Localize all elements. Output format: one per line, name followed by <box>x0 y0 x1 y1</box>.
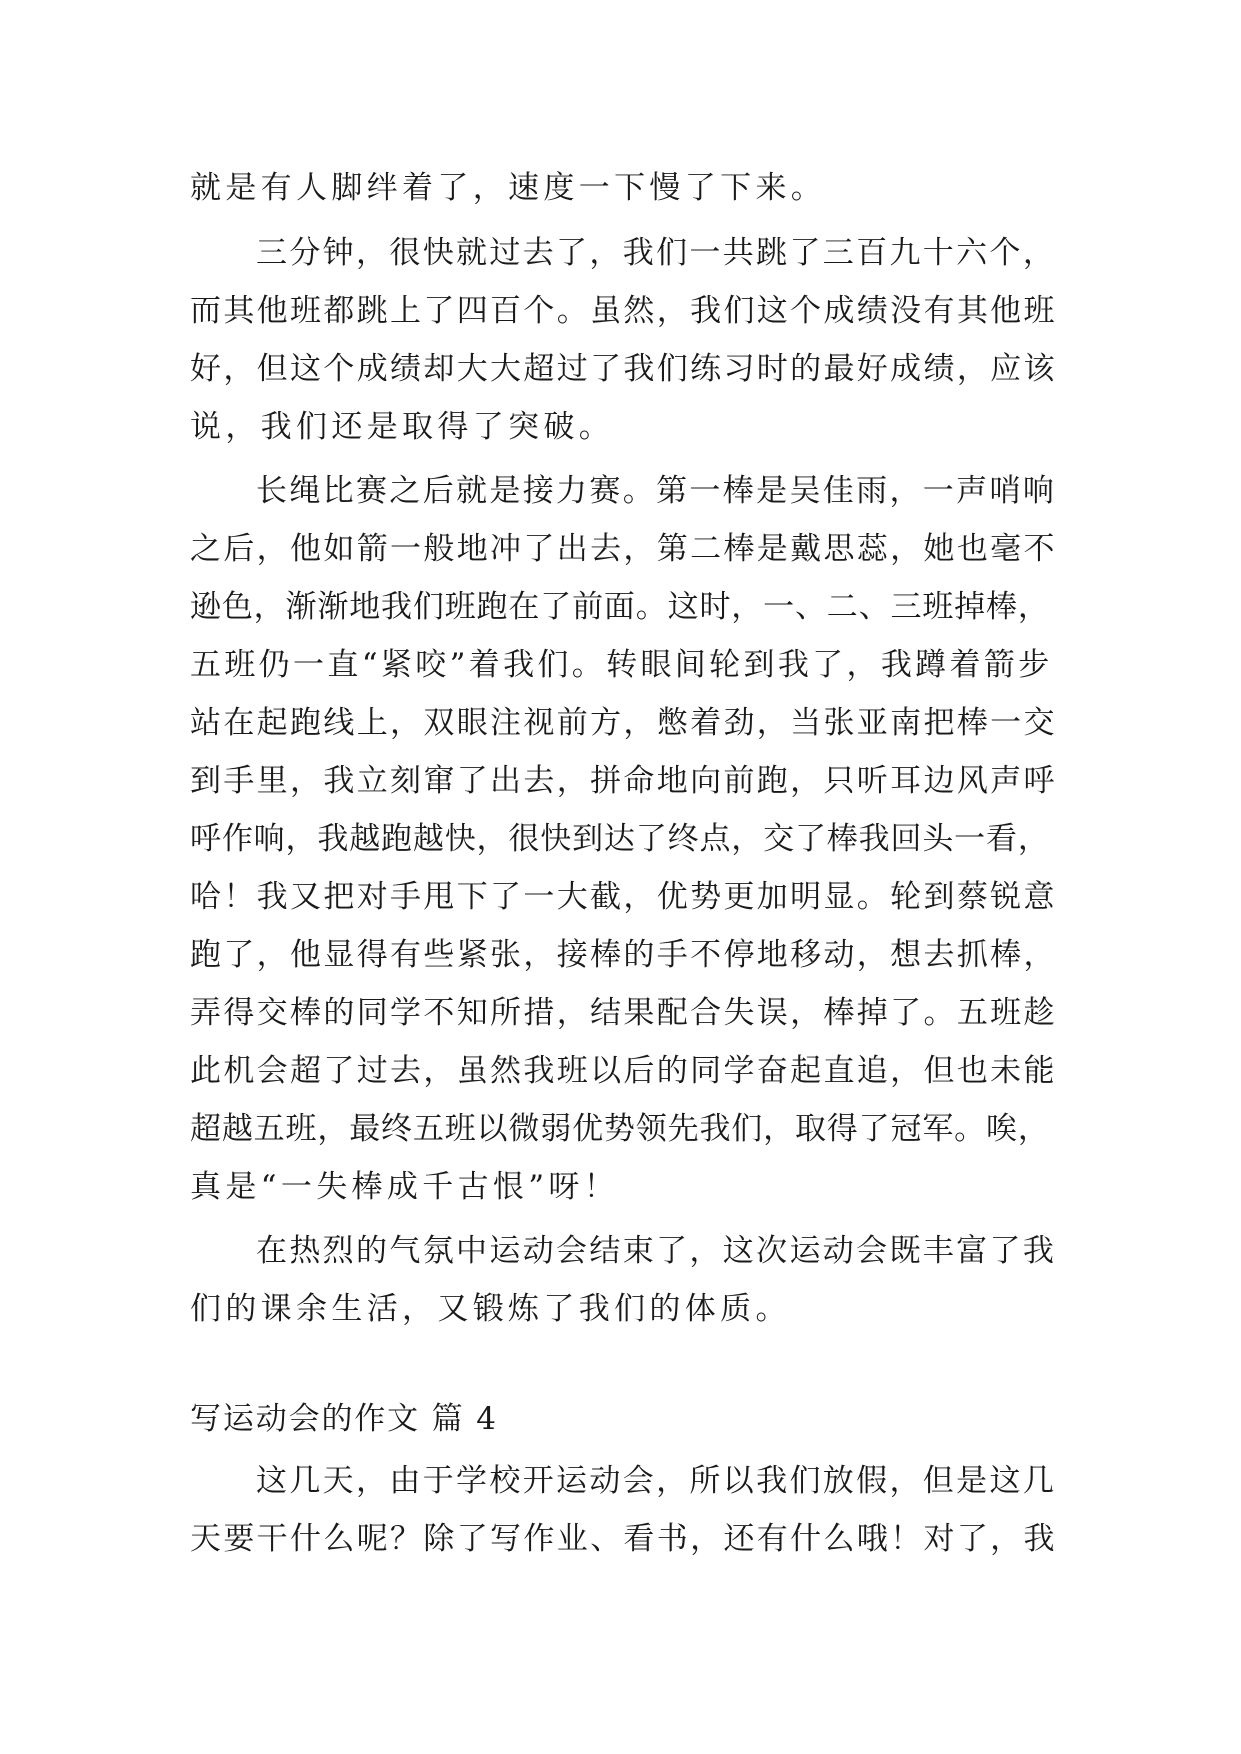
paragraph-line: 在热烈的气氛中运动会结束了，这次运动会既丰富了我 <box>256 1233 1057 1269</box>
section-heading: 写运动会的作文 篇 4 <box>190 1401 498 1437</box>
paragraph-line: 弄得交棒的同学不知所措，结果配合失误，棒掉了。五班趁 <box>190 995 1057 1031</box>
paragraph-line: 而其他班都跳上了四百个。虽然，我们这个成绩没有其他班 <box>190 293 1057 329</box>
paragraph-line: 呼作响，我越跑越快，很快到达了终点，交了棒我回头一看， <box>190 821 1050 857</box>
paragraph-line: 三分钟，很快就过去了，我们一共跳了三百九十六个， <box>256 235 1057 271</box>
paragraph-line: 就是有人脚绊着了，速度一下慢了下来。 <box>190 170 827 206</box>
paragraph-line: 之后，他如箭一般地冲了出去，第二棒是戴思蕊，她也毫不 <box>190 531 1057 567</box>
paragraph-line: 逊色，渐渐地我们班跑在了前面。这时，一、二、三班掉棒， <box>190 589 1050 625</box>
paragraph-line: 站在起跑线上，双眼注视前方，憋着劲，当张亚南把棒一交 <box>190 705 1057 741</box>
paragraph-line: 真是“一失棒成千古恨”呀！ <box>190 1169 620 1205</box>
paragraph-line: 好，但这个成绩却大大超过了我们练习时的最好成绩，应该 <box>190 351 1057 387</box>
paragraph-line: 跑了，他显得有些紧张，接棒的手不停地移动，想去抓棒， <box>190 937 1057 973</box>
paragraph-line: 到手里，我立刻窜了出去，拼命地向前跑，只听耳边风声呼 <box>190 763 1057 799</box>
paragraph-line: 长绳比赛之后就是接力赛。第一棒是吴佳雨，一声哨响 <box>256 473 1057 509</box>
paragraph-line: 此机会超了过去，虽然我班以后的同学奋起直追，但也未能 <box>190 1053 1057 1089</box>
paragraph-line: 天要干什么呢？除了写作业、看书，还有什么哦！对了，我 <box>190 1521 1057 1557</box>
paragraph-line: 五班仍一直“紧咬”着我们。转眼间轮到我了，我蹲着箭步 <box>190 647 1053 683</box>
paragraph-line: 超越五班，最终五班以微弱优势领先我们，取得了冠军。唉， <box>190 1111 1050 1147</box>
paragraph-line: 哈！我又把对手甩下了一大截，优势更加明显。轮到蔡锐意 <box>190 879 1057 915</box>
paragraph-line: 说，我们还是取得了突破。 <box>190 409 615 445</box>
paragraph-line: 们的课余生活，又锻炼了我们的体质。 <box>190 1291 791 1327</box>
paragraph-line: 这几天，由于学校开运动会，所以我们放假，但是这几 <box>256 1463 1057 1499</box>
